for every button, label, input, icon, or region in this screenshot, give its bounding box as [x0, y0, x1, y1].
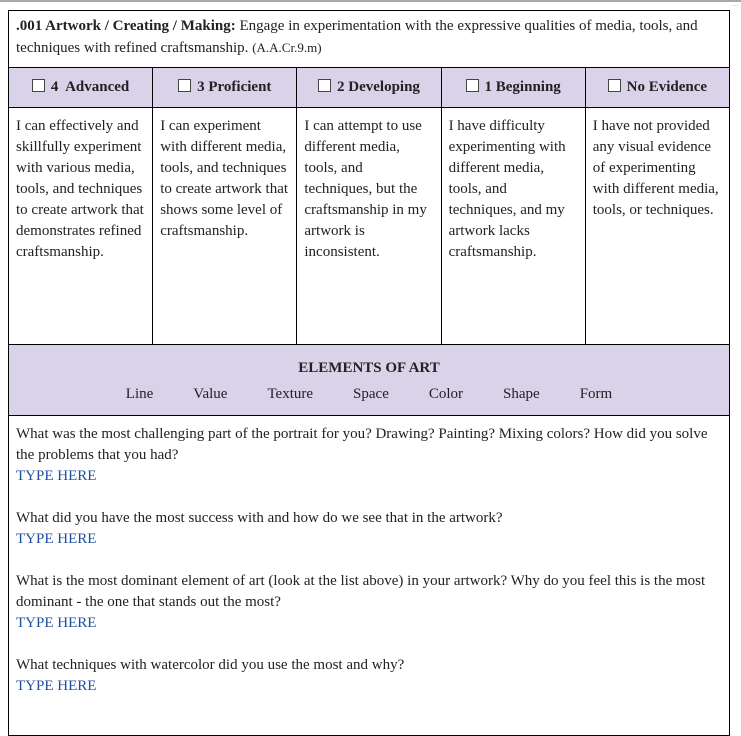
answer-field[interactable]: TYPE HERE [16, 615, 97, 631]
level-label: 3 Proficient [197, 79, 272, 95]
question [16, 508, 722, 550]
checkbox[interactable] [32, 79, 45, 92]
level-proficient[interactable] [153, 68, 297, 108]
level-beginning[interactable] [441, 68, 585, 108]
element-item: Space [353, 386, 389, 402]
standard-code: (A.A.Cr.9.m) [252, 40, 322, 55]
standard-header [9, 11, 730, 68]
level-description: I have not provided any visual evidence of experimenting with different media, tools, or techniques. [585, 108, 729, 345]
checkbox[interactable] [466, 79, 479, 92]
level-description: I can experiment with different media, tools, and techniques to create artwork that shows some level of craftsmanship. [153, 108, 297, 345]
element-item: Texture [267, 386, 314, 402]
question [16, 424, 722, 487]
level-label: 2 Developing [337, 79, 420, 95]
page-top-border [0, 0, 741, 2]
question-prompt: What did you have the most success with and how do we see that in the artwork? [16, 510, 503, 526]
element-item: Color [428, 386, 464, 402]
elements-title: ELEMENTS OF ART [298, 360, 440, 376]
question-prompt: What is the most dominant element of art (look at the list above) in your artwork? Why do you feel this is the most dominant - the one that stands out the most? [16, 573, 706, 610]
question [16, 655, 722, 697]
question [16, 571, 722, 634]
element-item: Form [579, 386, 613, 402]
level-label: 1 Beginning [484, 79, 561, 95]
standard-text: Engage in experimentation with the expressive qualities of media, tools, and techniques with refined craftsmanship. [16, 18, 698, 56]
answer-field[interactable]: TYPE HERE [16, 468, 97, 484]
answer-field[interactable]: TYPE HERE [16, 531, 97, 547]
elements-of-art [9, 345, 730, 416]
checkbox[interactable] [318, 79, 331, 92]
level-description: I can effectively and skillfully experiment with various media, tools, and techniques to create artwork that demonstrates refined craftsmanship. [9, 108, 153, 345]
answer-field[interactable]: TYPE HERE [16, 678, 97, 694]
level-description: I can attempt to use different media, tools, and techniques, but the craftsmanship in my artwork is inconsistent. [297, 108, 441, 345]
question-prompt: What was the most challenging part of the portrait for you? Drawing? Painting? Mixing colors? How did you solve the problems that you had? [16, 426, 708, 463]
standard-title: .001 Artwork / Creating / Making: [16, 18, 236, 34]
level-label: No Evidence [626, 79, 708, 95]
rubric-table [8, 10, 730, 736]
checkbox[interactable] [178, 79, 191, 92]
element-item: Shape [503, 386, 540, 402]
reflection-questions [9, 416, 730, 736]
level-no-evidence[interactable] [585, 68, 729, 108]
checkbox[interactable] [608, 79, 621, 92]
question-prompt: What techniques with watercolor did you use the most and why? [16, 657, 405, 673]
element-item: Line [125, 386, 154, 402]
level-label: 4 Advanced [50, 79, 130, 95]
level-advanced[interactable] [9, 68, 153, 108]
resize-handle-icon[interactable]: ⋯ [731, 1, 739, 10]
level-developing[interactable] [297, 68, 441, 108]
level-description: I have difficulty experimenting with different media, tools, and techniques, and my artwork lacks craftsmanship. [441, 108, 585, 345]
element-item: Value [193, 386, 228, 402]
elements-list [9, 384, 729, 405]
